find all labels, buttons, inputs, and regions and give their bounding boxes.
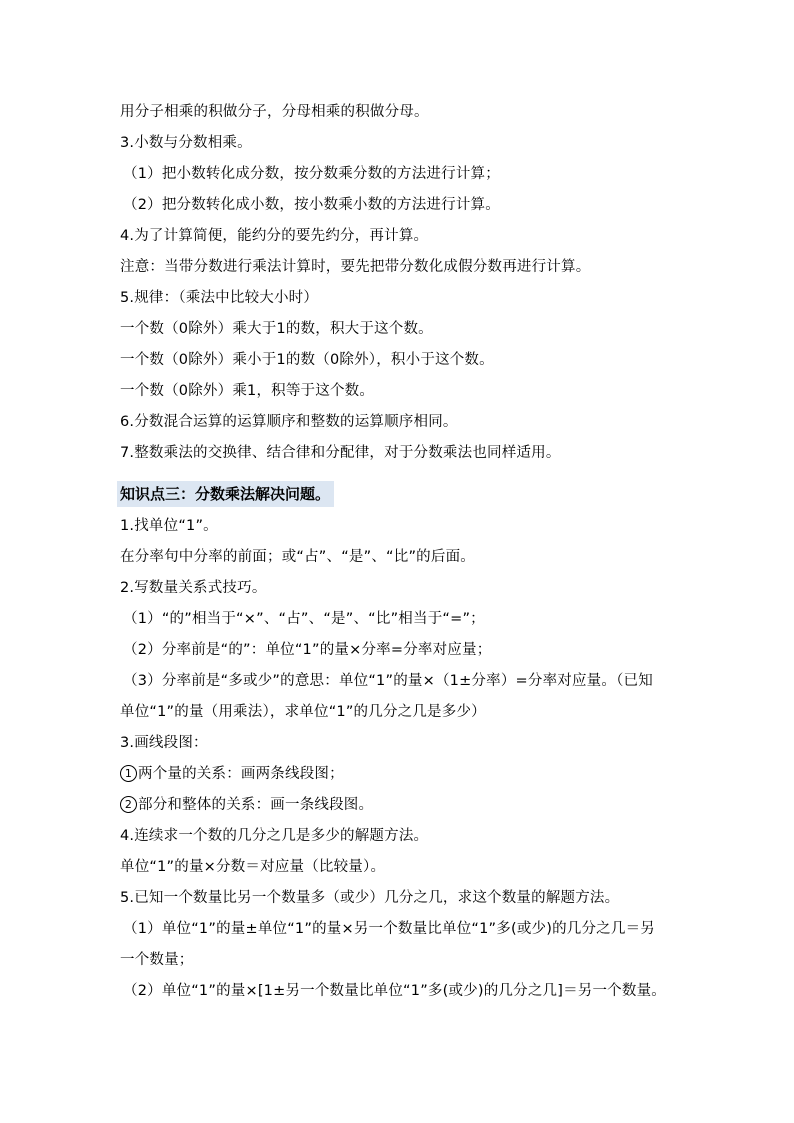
text-line: 一个数（0除外）乘小于1的数（0除外），积小于这个数。 bbox=[120, 352, 494, 368]
text-line: 3.小数与分数相乘。 bbox=[120, 135, 252, 151]
circled-number: 2 bbox=[120, 796, 137, 813]
text-line: 单位“1”的量×分数＝对应量（比较量）。 bbox=[120, 859, 386, 875]
text-line: 3.画线段图： bbox=[120, 735, 208, 751]
text-line: 6.分数混合运算的运算顺序和整数的运算顺序相同。 bbox=[120, 414, 458, 430]
text-line: 注意：当带分数进行乘法计算时，要先把带分数化成假分数再进行计算。 bbox=[120, 259, 591, 275]
text-line: 用分子相乘的积做分子，分母相乘的积做分母。 bbox=[120, 104, 429, 120]
text-line: 4.为了计算简便，能约分的要先约分，再计算。 bbox=[120, 228, 429, 244]
text-line: 在分率句中分率的前面；或“占”、“是”、“比”的后面。 bbox=[120, 549, 475, 565]
text-line: （2）把分数转化成小数，按小数乘小数的方法进行计算。 bbox=[123, 197, 500, 213]
circled-list-item bbox=[120, 795, 700, 815]
text-line: （2）分率前是“的”：单位“1”的量×分率=分率对应量； bbox=[123, 642, 492, 658]
text-line: （1）“的”相当于“×”、“占”、“是”、“比”相当于“=”； bbox=[123, 611, 485, 627]
circled-number: 1 bbox=[120, 765, 137, 782]
text-line: 5.已知一个数量比另一个数量多（或少）几分之几，求这个数量的解题方法。 bbox=[120, 890, 620, 906]
text-line: 1.找单位“1”。 bbox=[120, 518, 218, 534]
text-line: （3）分率前是“多或少”的意思：单位“1”的量×（1±分率）=分率对应量。（已知 bbox=[123, 673, 653, 689]
section-heading: 知识点三：分数乘法解决问题。 bbox=[117, 481, 334, 507]
text-line: （2）单位“1”的量×[1±另一个数量比单位“1”多(或少)的几分之几]＝另一个数量。 bbox=[123, 983, 666, 999]
text-line: （1）把小数转化成分数，按分数乘分数的方法进行计算； bbox=[123, 166, 500, 182]
text-line: 单位“1”的量（用乘法），求单位“1”的几分之几是多少） bbox=[120, 704, 486, 720]
circled-list-item bbox=[120, 764, 700, 784]
circled-item-text: 部分和整体的关系：画一条线段图。 bbox=[138, 797, 374, 813]
text-line: 4.连续求一个数的几分之几是多少的解题方法。 bbox=[120, 828, 429, 844]
text-line: 2.写数量关系式技巧。 bbox=[120, 580, 267, 596]
text-line: 一个数量； bbox=[120, 952, 194, 968]
text-line: 一个数（0除外）乘大于1的数，积大于这个数。 bbox=[120, 321, 433, 337]
text-line: （1）单位“1”的量±单位“1”的量×另一个数量比单位“1”多(或少)的几分之几＝另 bbox=[123, 921, 655, 937]
text-line: 5.规律：（乘法中比较大小时） bbox=[120, 290, 319, 306]
text-line: 一个数（0除外）乘1，积等于这个数。 bbox=[120, 383, 375, 399]
text-line: 7.整数乘法的交换律、结合律和分配律，对于分数乘法也同样适用。 bbox=[120, 445, 561, 461]
circled-item-text: 两个量的关系：画两条线段图； bbox=[138, 766, 344, 782]
